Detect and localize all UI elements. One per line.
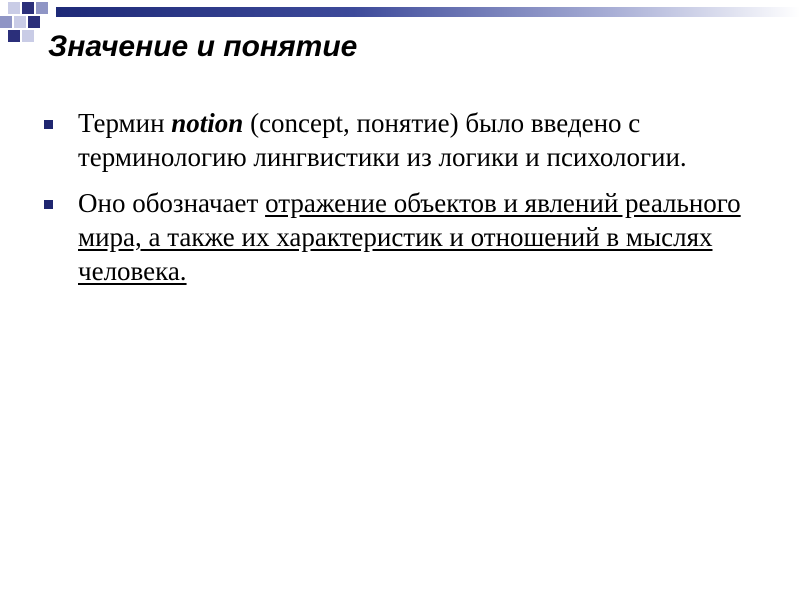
header-gradient-band [56,7,800,17]
bullet-item [42,186,742,288]
bullet-term: notion [171,108,244,138]
slide-title: Значение и понятие [48,30,358,63]
deco-square-icon [8,2,20,14]
deco-square-icon [28,16,40,28]
deco-square-icon [8,30,20,42]
deco-square-icon [14,16,26,28]
square-bullet-icon [44,200,53,209]
deco-square-icon [22,30,34,42]
deco-square-icon [22,2,34,14]
deco-square-icon [36,2,48,14]
deco-square-icon [0,16,12,28]
bullet-list [42,106,742,300]
bullet-text-suffix: (concept, понятие) было введено с терминологию лингвистики из логики и психологии. [78,108,687,172]
bullet-underlined-text: отражение объектов и явлений реального мира, а также их характеристик и отношений в мыслях человека. [78,188,741,286]
bullet-text-prefix: Термин [78,108,172,138]
bullet-text-prefix: Оно обозначает [78,188,266,218]
square-bullet-icon [44,120,53,129]
bullet-item [42,106,742,174]
